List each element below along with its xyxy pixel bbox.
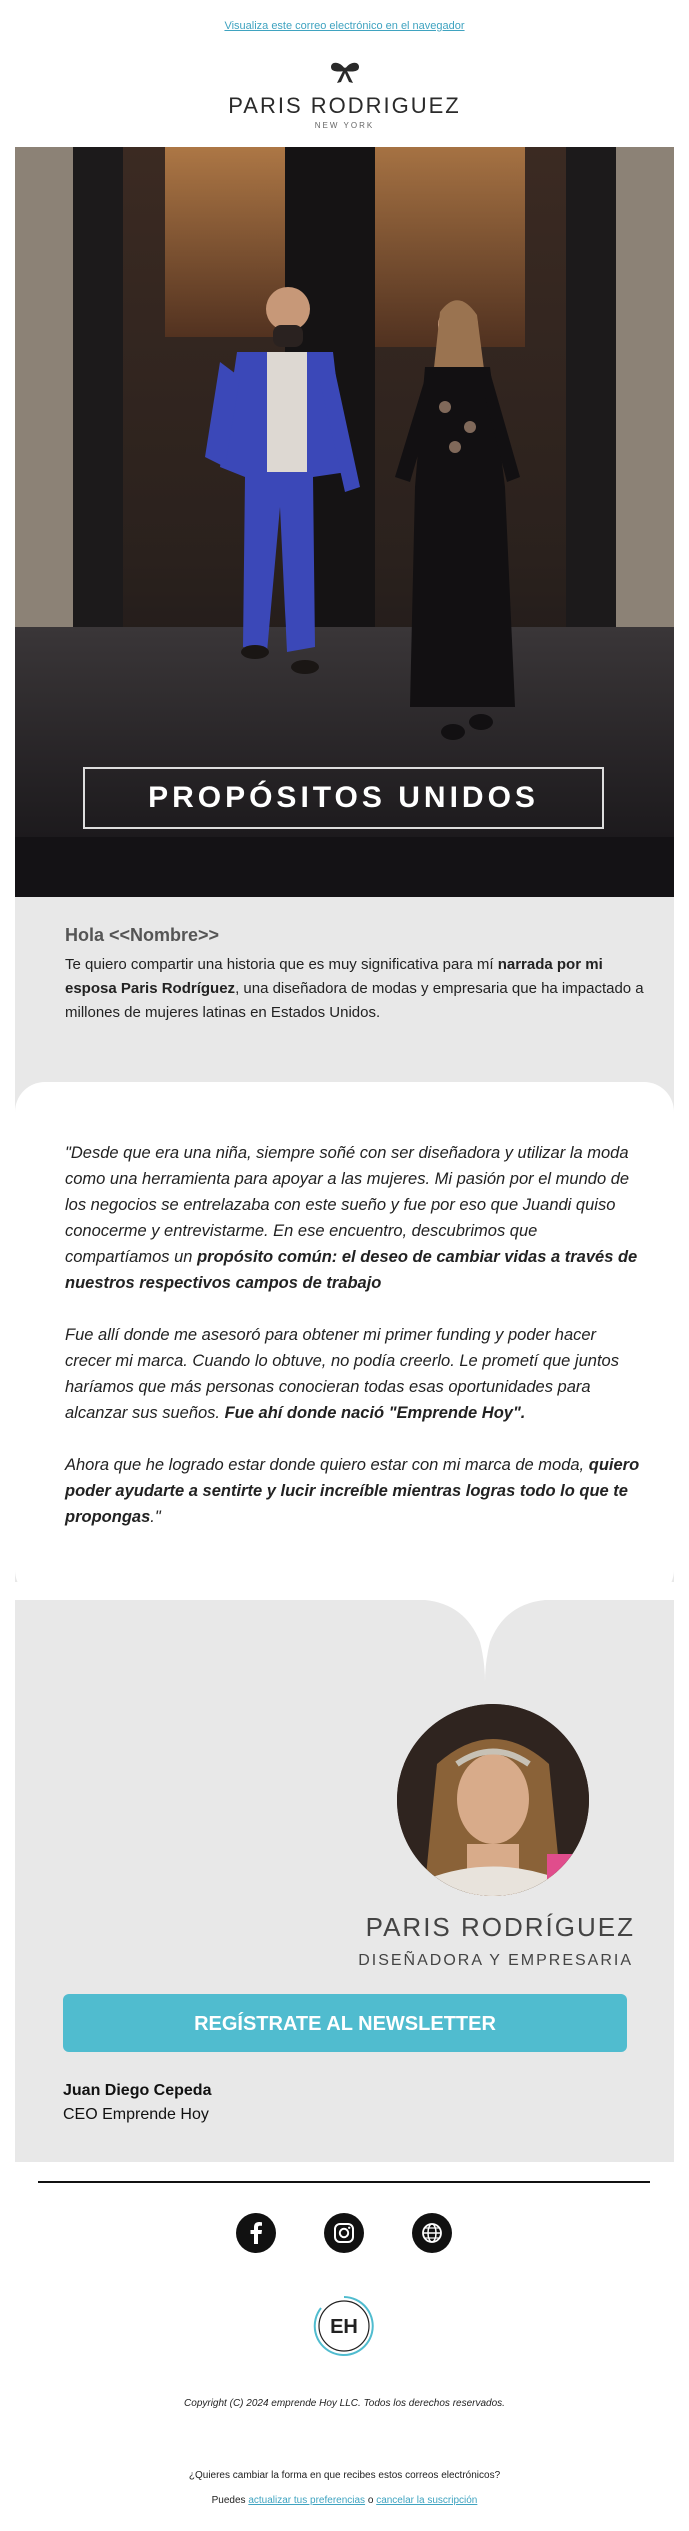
intro-text: Te quiero compartir una historia que es muy significativa para mí [65,956,498,973]
quote-p3-bold: quiero poder ayudarte a sentirte y lucir increíble mientras logras todo lo que te propongas [65,1456,640,1526]
bow-icon [328,60,362,84]
preferences-question: ¿Quieres cambiar la forma en que recibes estos correos electrónicos? [188,2470,501,2481]
quote-p3-end: ." [150,1508,161,1526]
view-in-browser-link[interactable]: Visualiza este correo electrónico en el navegador [224,20,465,32]
signature-name: PARIS RODRÍGUEZ [365,1912,635,1942]
quote-text [65,1140,645,1556]
quote-paragraph-1 [65,1140,645,1296]
ceo-role: CEO Emprende Hoy [63,2106,209,2123]
quote-paragraph-2 [65,1322,645,1426]
quote-p1-text: "Desde que era una niña, siempre soñé con ser diseñadora y utilizar la moda como una herramienta para apoyar a las mujeres. Mi pasión por el mundo de los negocios se entrelazaba con este sueño y fue por eso que Juandi quiso conocerme y entrevistarme. En ese encuentro, descubrimos que compartíamos un [65,1144,630,1266]
emprende-hoy-logo [313,2295,375,2357]
instagram-link[interactable] [324,2213,364,2253]
speech-bubble-tail [15,1582,674,1722]
instagram-icon [324,2213,364,2253]
facebook-icon [236,2213,276,2253]
quote-p2-text: Fue allí donde me asesoró para obtener mi primer funding y poder hacer crecer mi marca. Cuando lo obtuve, no podía creerlo. Le prometí que juntos haríamos que más personas conocieran todas esas oportunidades para alcanzar sus sueños. [65,1326,619,1422]
quote-p2-bold: Fue ahí donde nació "Emprende Hoy". [224,1404,526,1422]
ceo-name: Juan Diego Cepeda [63,2082,212,2099]
brand-subtitle: NEW YORK [314,121,375,130]
globe-icon [412,2213,452,2253]
quote-section [15,1082,674,2162]
greeting-section [15,897,674,1082]
quote-p3-text: Ahora que he logrado estar donde quiero estar con mi marca de moda, [65,1456,589,1474]
brand-name: PARIS RODRIGUEZ [228,93,461,118]
signature-role: DISEÑADORA Y EMPRESARIA [358,1952,633,1969]
facebook-link[interactable] [236,2213,276,2253]
preferences-can: Puedes [211,2495,249,2506]
preferences-links [0,2495,689,2506]
greeting-intro [65,953,645,1025]
footer-divider [38,2181,650,2183]
quote-p1-bold: propósito común: el deseo de cambiar vidas a través de nuestros respectivos campos de trabajo [65,1248,638,1292]
newsletter-signup-button[interactable]: REGÍSTRATE AL NEWSLETTER [63,1994,627,2052]
preferences-or: o [365,2495,377,2506]
unsubscribe-link[interactable]: cancelar la suscripción [376,2495,478,2506]
intro-bold: narrada por mi esposa Paris Rodríguez [65,956,603,997]
hero-title: PROPÓSITOS UNIDOS [83,767,604,829]
portrait-photo [397,1704,589,1896]
quote-card [15,1082,674,1600]
view-in-browser-bar [0,20,689,32]
quote-paragraph-3 [65,1452,645,1530]
copyright: Copyright (C) 2024 emprende Hoy LLC. Todos los derechos reservados. [184,2398,505,2409]
brand-logo [0,60,689,130]
logo-text: EH [330,2316,358,2338]
avatar [397,1704,589,1896]
update-preferences-link[interactable]: actualizar tus preferencias [248,2495,366,2506]
greeting-heading: Hola <<Nombre>> [65,925,220,945]
hero-image [15,147,674,897]
intro-text-end: , una diseñadora de modas y empresaria que ha impactado a millones de mujeres latinas en Estados Unidos. [65,980,644,1021]
website-link[interactable] [412,2213,452,2253]
